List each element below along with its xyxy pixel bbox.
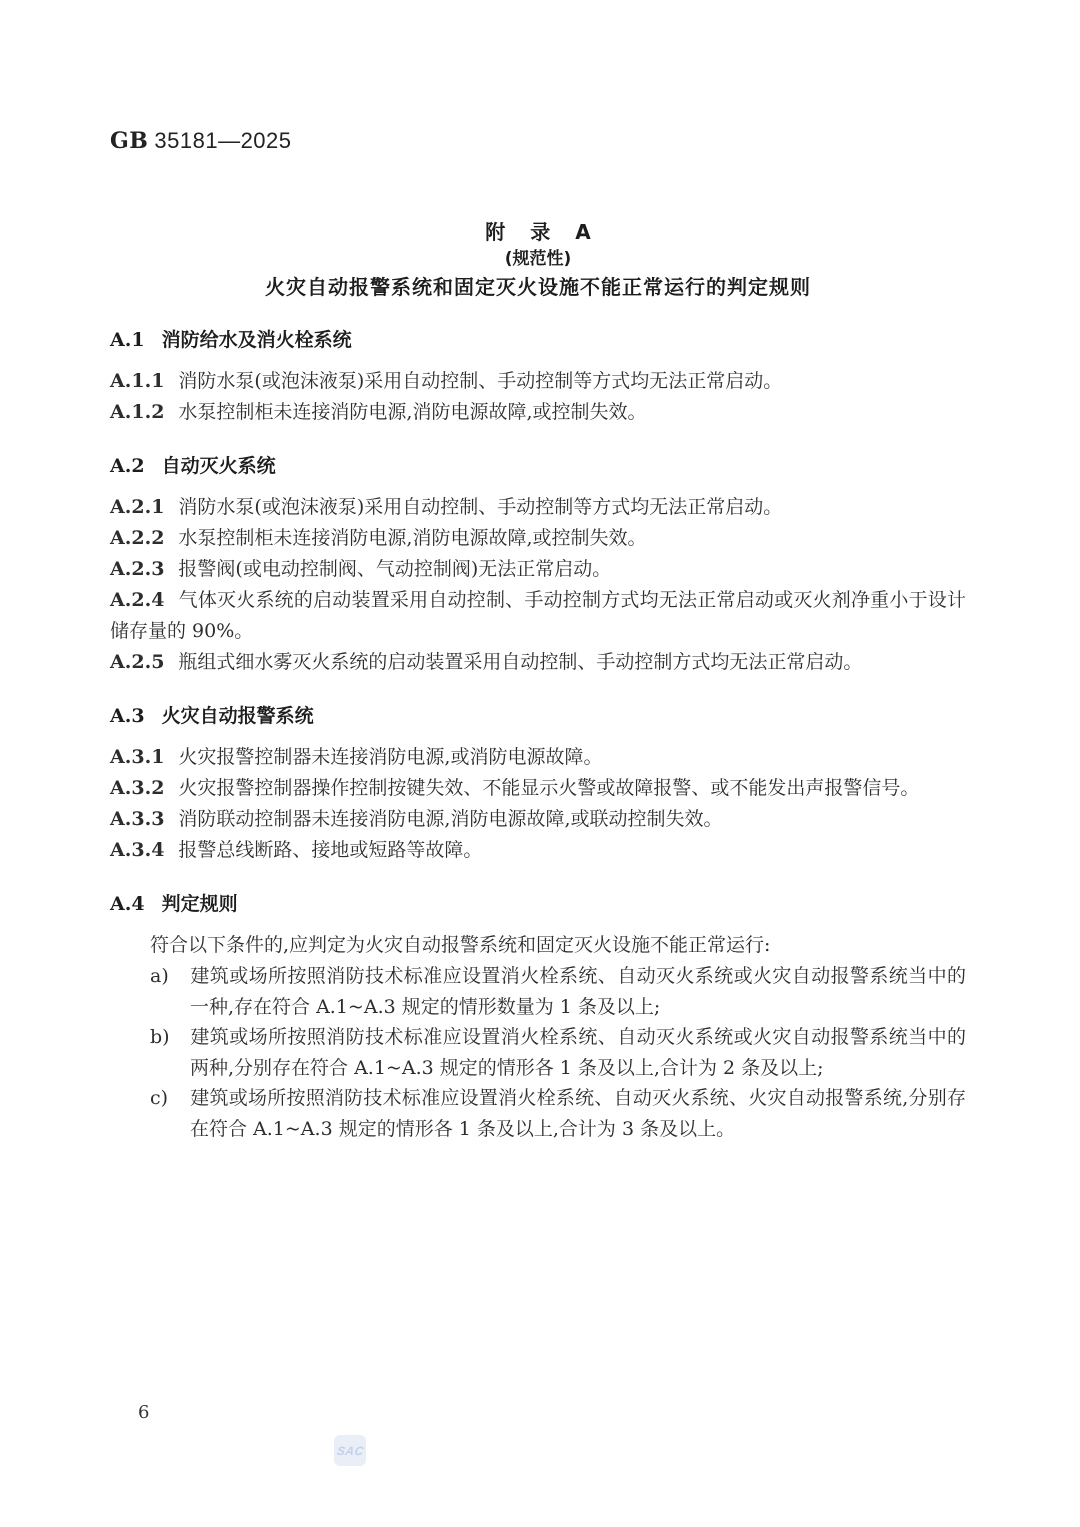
sac-logo-text: SAC xyxy=(335,1443,365,1458)
clause-a2-3 xyxy=(110,554,966,585)
clause-text: 水泵控制柜未连接消防电源,消防电源故障,或控制失效。 xyxy=(178,527,647,549)
clause-text: 火灾报警控制器操作控制按键失效、不能显示火警或故障报警、或不能发出声报警信号。 xyxy=(178,777,920,799)
clause-a3-4 xyxy=(110,835,966,866)
judgement-rules-intro: 符合以下条件的,应判定为火灾自动报警系统和固定灭火设施不能正常运行: xyxy=(150,934,771,956)
rule-item-text: 建筑或场所按照消防技术标准应设置消火栓系统、自动灭火系统或火灾自动报警系统当中的两种,分别存在符合 A.1~A.3 规定的情形各 1 条及以上,合计为 2 条及以上; xyxy=(190,1026,966,1079)
section-heading-a1 xyxy=(110,325,966,356)
clause-text: 气体灭火系统的启动装置采用自动控制、手动控制方式均无法正常启动或灭火剂净重小于设计储存量的 90%。 xyxy=(110,589,966,642)
clause-text: 消防联动控制器未连接消防电源,消防电源故障,或联动控制失效。 xyxy=(178,808,723,830)
clause-text: 火灾报警控制器未连接消防电源,或消防电源故障。 xyxy=(178,746,603,768)
standard-code-prefix: GB xyxy=(110,128,149,154)
clause-a3-3 xyxy=(110,804,966,835)
clause-a2-2 xyxy=(110,523,966,554)
rule-item-b xyxy=(110,1022,966,1083)
section-heading-a3 xyxy=(110,701,966,732)
clause-text: 消防水泵(或泡沫液泵)采用自动控制、手动控制等方式均无法正常启动。 xyxy=(178,370,783,392)
section-id: A.1 xyxy=(110,329,145,351)
clause-text: 报警总线断路、接地或短路等故障。 xyxy=(178,839,483,861)
section-id: A.3 xyxy=(110,705,145,727)
clause-a3-2 xyxy=(110,773,966,804)
page-content xyxy=(110,128,966,1144)
section-title: 判定规则 xyxy=(161,893,238,915)
clause-id: A.2.4 xyxy=(110,589,165,611)
rule-item-label: b) xyxy=(150,1026,170,1048)
clause-text: 水泵控制柜未连接消防电源,消防电源故障,或控制失效。 xyxy=(178,401,647,423)
section-heading-a2 xyxy=(110,451,966,482)
clause-a2-5 xyxy=(110,647,966,678)
clause-id: A.3.1 xyxy=(110,746,165,768)
rule-item-a xyxy=(110,961,966,1022)
clause-id: A.1.2 xyxy=(110,401,165,423)
clause-a3-1 xyxy=(110,742,966,773)
clause-text: 消防水泵(或泡沫液泵)采用自动控制、手动控制等方式均无法正常启动。 xyxy=(178,496,783,518)
appendix-title: 火灾自动报警系统和固定灭火设施不能正常运行的判定规则 xyxy=(265,275,811,299)
clause-text: 报警阀(或电动控制阀、气动控制阀)无法正常启动。 xyxy=(178,558,612,580)
clause-a2-4 xyxy=(110,585,966,647)
section-id: A.4 xyxy=(110,893,145,915)
clause-id: A.3.2 xyxy=(110,777,165,799)
clause-id: A.2.1 xyxy=(110,496,165,518)
standard-code xyxy=(110,128,966,154)
clause-a1-1 xyxy=(110,366,966,397)
clause-a2-1 xyxy=(110,492,966,523)
clause-text: 瓶组式细水雾灭火系统的启动装置采用自动控制、手动控制方式均无法正常启动。 xyxy=(178,651,863,673)
rule-item-text: 建筑或场所按照消防技术标准应设置消火栓系统、自动灭火系统、火灾自动报警系统,分别存在符合 A.1~A.3 规定的情形各 1 条及以上,合计为 3 条及以上。 xyxy=(190,1087,966,1140)
clause-id: A.2.5 xyxy=(110,651,165,673)
clause-id: A.2.2 xyxy=(110,527,165,549)
sac-logo-watermark xyxy=(334,1435,366,1466)
clause-id: A.2.3 xyxy=(110,558,165,580)
clause-id: A.3.4 xyxy=(110,839,165,861)
section-heading-a4 xyxy=(110,889,966,920)
page-number: 6 xyxy=(138,1402,150,1423)
section-id: A.2 xyxy=(110,455,145,477)
rule-item-label: a) xyxy=(150,965,169,987)
appendix-label: 附 录 A xyxy=(485,220,591,244)
appendix-heading-block xyxy=(110,218,966,302)
rule-item-text: 建筑或场所按照消防技术标准应设置消火栓系统、自动灭火系统或火灾自动报警系统当中的一种,存在符合 A.1~A.3 规定的情形数量为 1 条及以上; xyxy=(190,965,966,1018)
clause-a1-2 xyxy=(110,397,966,428)
section-title: 火灾自动报警系统 xyxy=(161,705,314,727)
section-title: 消防给水及消火栓系统 xyxy=(161,329,352,351)
rule-item-label: c) xyxy=(150,1087,169,1109)
standard-code-number: 35181—2025 xyxy=(154,128,292,153)
appendix-normative-note: (规范性) xyxy=(504,249,572,269)
clause-id: A.1.1 xyxy=(110,370,165,392)
section-title: 自动灭火系统 xyxy=(161,455,276,477)
clause-id: A.3.3 xyxy=(110,808,165,830)
rule-item-c xyxy=(110,1083,966,1144)
